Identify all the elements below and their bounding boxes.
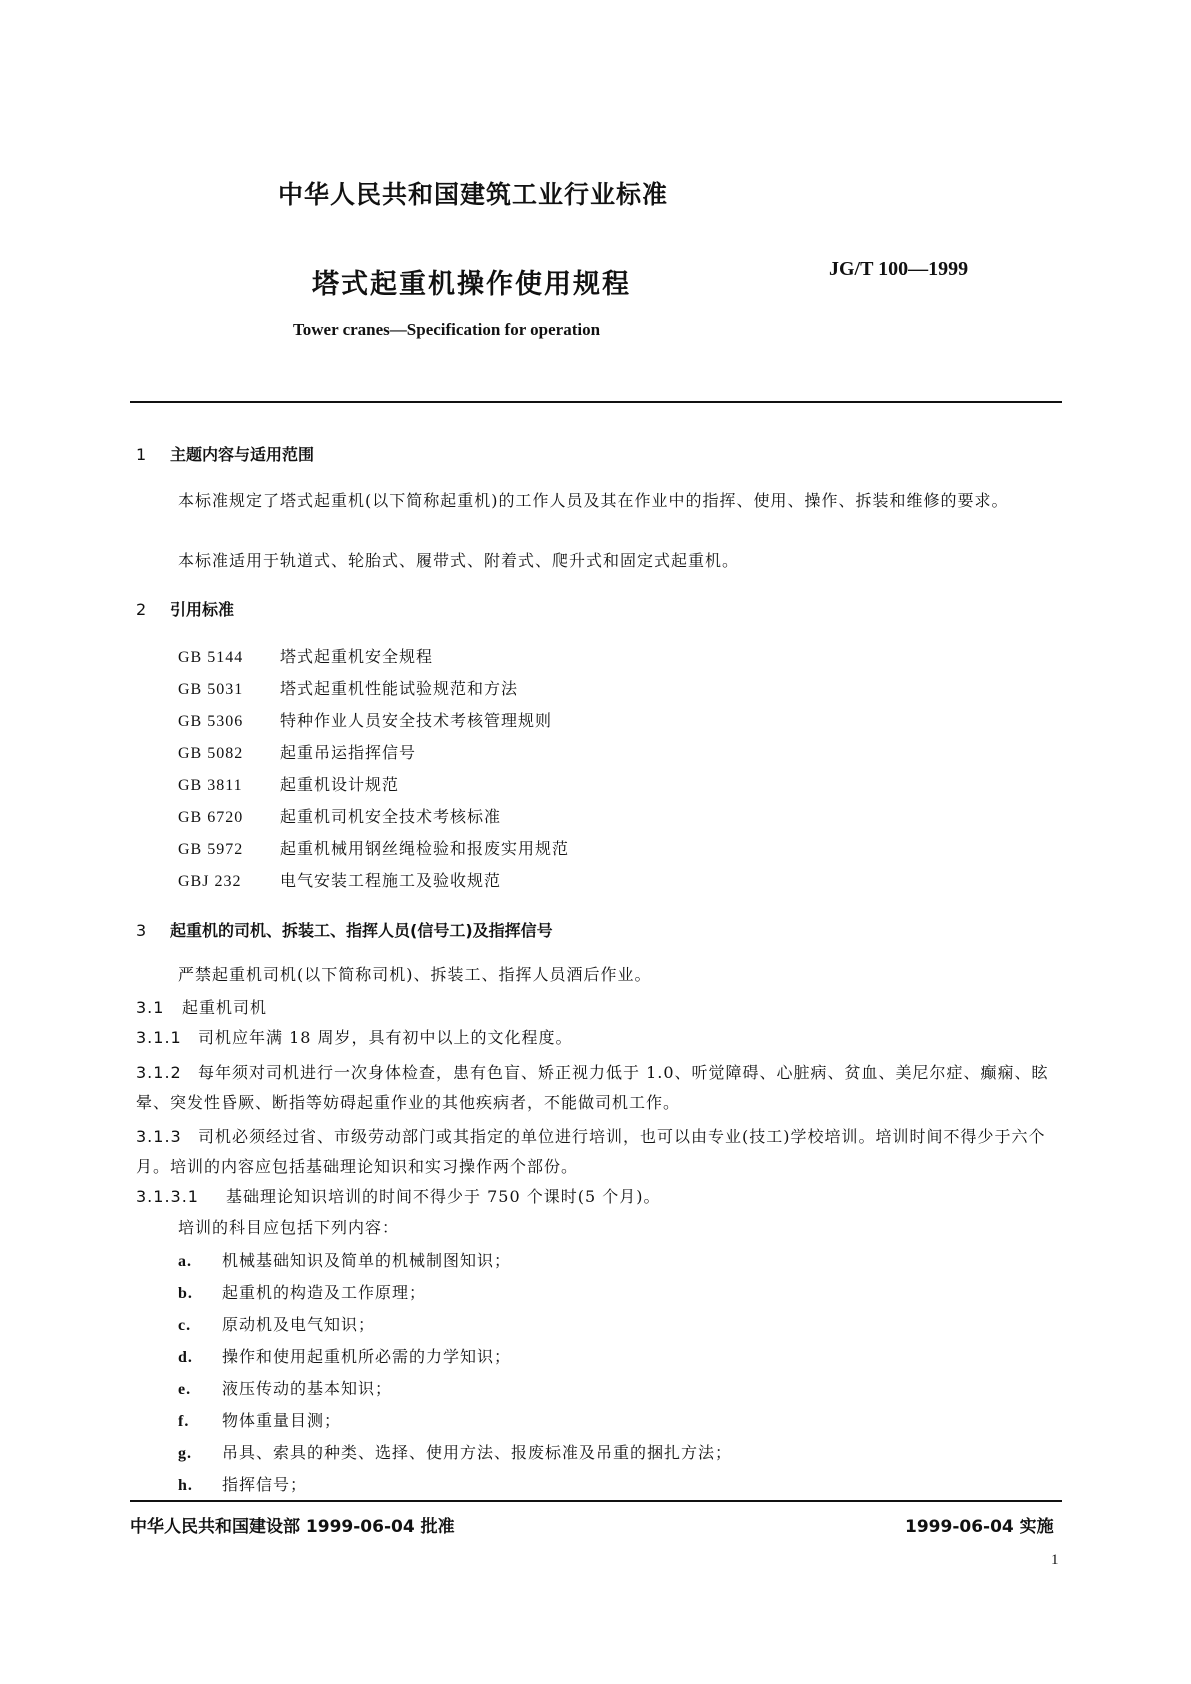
- list-item: [178, 1378, 392, 1401]
- section-1-heading: [136, 442, 314, 465]
- clause-3-1-2: [136, 1058, 1061, 1118]
- clause-3-1-3: [136, 1122, 1061, 1182]
- section-3-number: 3: [136, 921, 147, 940]
- clause-3-1-3-1: [136, 1186, 660, 1208]
- clause-text: 司机必须经过省、市级劳动部门或其指定的单位进行培训，也可以由专业(技工)学校培训。培训时间不得少于六个月。培训的内容应包括基础理论知识和实习操作两个部份。: [136, 1127, 1046, 1176]
- reference-item: [178, 774, 399, 797]
- list-label: e.: [178, 1381, 192, 1398]
- section-2-number: 2: [136, 600, 147, 619]
- reference-item: [178, 646, 433, 669]
- reference-code: GB 5031: [178, 681, 244, 698]
- reference-code: GB 5972: [178, 841, 244, 858]
- list-text: 机械基础知识及简单的机械制图知识；: [222, 1251, 512, 1270]
- section-2-title: 引用标准: [170, 600, 235, 619]
- list-text: 吊具、索具的种类、选择、使用方法、报废标准及吊重的捆扎方法；: [222, 1443, 733, 1462]
- section-2-heading: [136, 597, 234, 620]
- clause-number: 3.1.1: [136, 1028, 182, 1047]
- section-1-para-1: 本标准规定了塔式起重机(以下简称起重机)的工作人员及其在作业中的指挥、使用、操作、拆装和维修的要求。: [178, 491, 1009, 510]
- effective-date: 1999-06-04 实施: [905, 1517, 1054, 1537]
- reference-name: 塔式起重机安全规程: [280, 647, 434, 666]
- list-item: [178, 1346, 511, 1369]
- reference-name: 起重机司机安全技术考核标准: [280, 807, 502, 826]
- section-1-para-2: 本标准适用于轨道式、轮胎式、履带式、附着式、爬升式和固定式起重机。: [178, 551, 740, 570]
- reference-code: GB 6720: [178, 809, 244, 826]
- reference-name: 特种作业人员安全技术考核管理规则: [280, 711, 553, 730]
- list-item: [178, 1250, 511, 1273]
- list-text: 操作和使用起重机所必需的力学知识；: [222, 1347, 512, 1366]
- reference-code: GB 5144: [178, 649, 244, 666]
- reference-name: 起重机设计规范: [280, 775, 400, 794]
- list-text: 原动机及电气知识；: [222, 1315, 376, 1334]
- reference-name: 塔式起重机性能试验规范和方法: [280, 679, 519, 698]
- clause-text: 基础理论知识培训的时间不得少于 750 个课时(5 个月)。: [226, 1187, 661, 1206]
- list-label: f.: [178, 1413, 190, 1430]
- list-item: [178, 1282, 426, 1305]
- list-item: [178, 1442, 732, 1465]
- list-item: [178, 1410, 341, 1433]
- reference-item: [178, 806, 501, 829]
- section-3-title: 起重机的司机、拆装工、指挥人员(信号工)及指挥信号: [170, 921, 553, 940]
- reference-code: GB 5082: [178, 745, 244, 762]
- list-label: c.: [178, 1317, 192, 1334]
- list-text: 液压传动的基本知识；: [222, 1379, 393, 1398]
- reference-item: [178, 870, 501, 893]
- footer-divider: [130, 1500, 1062, 1502]
- clause-number: 3.1.3.1: [136, 1187, 199, 1206]
- header-divider: [130, 401, 1062, 403]
- issuing-authority: 中华人民共和国建筑工业行业标准: [278, 180, 669, 209]
- list-text: 起重机的构造及工作原理；: [222, 1283, 427, 1302]
- english-title: Tower cranes—Specification for operation: [293, 320, 601, 339]
- reference-name: 起重机械用钢丝绳检验和报废实用规范: [280, 839, 570, 858]
- clause-3-1-1: [136, 1027, 573, 1049]
- section-3-heading: [136, 918, 553, 941]
- section-3-intro: 严禁起重机司机(以下简称司机)、拆装工、指挥人员酒后作业。: [178, 965, 652, 984]
- reference-item: [178, 710, 552, 733]
- approval-date: 中华人民共和国建设部 1999-06-04 批准: [130, 1517, 455, 1537]
- section-1-number: 1: [136, 445, 147, 464]
- list-item: [178, 1474, 307, 1497]
- list-label: h.: [178, 1477, 193, 1494]
- reference-name: 起重吊运指挥信号: [280, 743, 417, 762]
- clause-number: 3.1.2: [136, 1063, 182, 1082]
- reference-code: GB 3811: [178, 777, 243, 794]
- clause-title: 起重机司机: [182, 998, 268, 1017]
- list-item: [178, 1314, 375, 1337]
- reference-code: GB 5306: [178, 713, 244, 730]
- list-label: d.: [178, 1349, 193, 1366]
- list-text: 指挥信号；: [222, 1475, 308, 1494]
- reference-item: [178, 838, 569, 861]
- reference-code: GBJ 232: [178, 873, 242, 890]
- list-label: a.: [178, 1253, 192, 1270]
- standard-code: JG/T 100—1999: [829, 258, 969, 280]
- subjects-intro: 培训的科目应包括下列内容：: [178, 1218, 400, 1237]
- clause-text: 每年须对司机进行一次身体检查，患有色盲、矫正视力低于 1.0、听觉障碍、心脏病、贫血、美尼尔症、癫痫、眩晕、突发性昏厥、断指等妨碍起重作业的其他疾病者，不能做司机工作。: [136, 1063, 1049, 1112]
- reference-item: [178, 742, 416, 765]
- clause-text: 司机应年满 18 周岁，具有初中以上的文化程度。: [198, 1028, 573, 1047]
- clause-number: 3.1: [136, 998, 165, 1017]
- reference-item: [178, 678, 518, 701]
- list-label: g.: [178, 1445, 192, 1462]
- section-1-title: 主题内容与适用范围: [170, 445, 315, 464]
- reference-name: 电气安装工程施工及验收规范: [280, 871, 502, 890]
- list-label: b.: [178, 1285, 193, 1302]
- page-number: 1: [1051, 1552, 1059, 1568]
- clause-number: 3.1.3: [136, 1127, 182, 1146]
- document-title: 塔式起重机操作使用规程: [312, 269, 631, 300]
- clause-3-1: [136, 997, 267, 1019]
- list-text: 物体重量目测；: [222, 1411, 342, 1430]
